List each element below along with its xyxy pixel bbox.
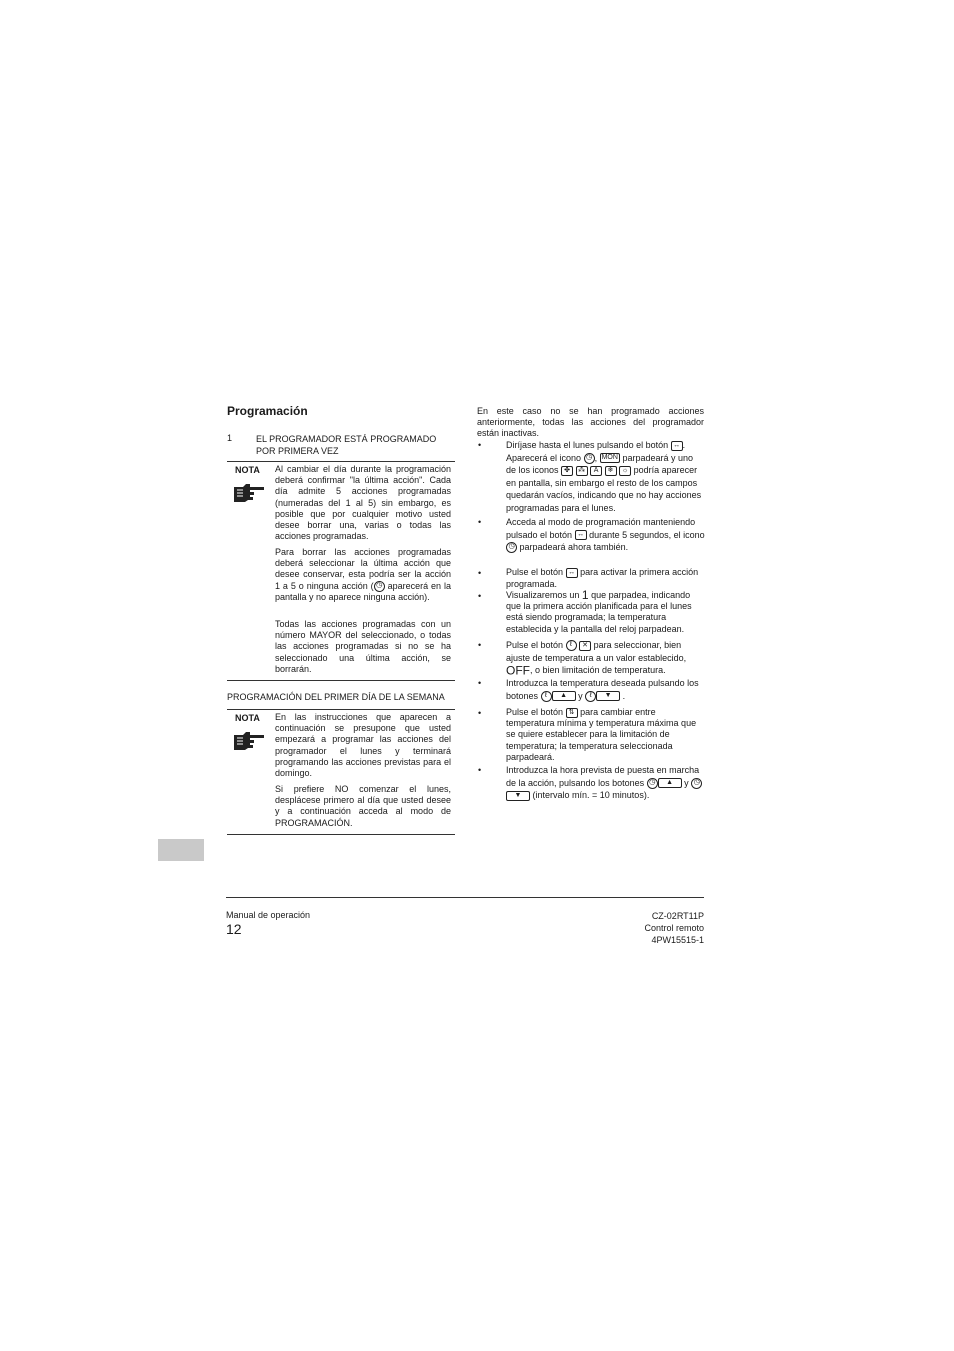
nota2-paragraph-1: En las instrucciones que aparecen a continuación se presupone que usted empezará a programar las acciones del programador el lunes y terminará programando las acciones previstas para el domingo. xyxy=(275,712,451,779)
step-3-text-a: Pulse el botón xyxy=(506,567,564,577)
heat-icon: ☼ xyxy=(619,466,631,476)
divider xyxy=(227,461,455,462)
step-3 xyxy=(506,567,705,590)
bullet: • xyxy=(478,678,482,688)
bullet: • xyxy=(478,591,482,601)
footer-manual-label: Manual de operación xyxy=(226,910,311,920)
down-button-icon: ▼ xyxy=(596,691,620,701)
pointing-hand-icon xyxy=(232,729,266,751)
step-2-text-b: durante 5 segundos, el icono xyxy=(589,529,705,540)
step-7 xyxy=(506,707,705,763)
step-7-text-a: Pulse el botón xyxy=(506,707,564,717)
nota1-p2-start: Para borrar las acciones programadas deberá seleccionar la última acción que desee conservar, esta podría ser la acción 1 a 5 o ninguna acción ( xyxy=(275,547,451,591)
step-5-text-a: Pulse el botón xyxy=(506,640,564,650)
off-text: OFF xyxy=(506,663,530,678)
clock-icon: ◷ xyxy=(506,542,517,553)
nota1-p2-end: aparecerá en la pantalla y no aparece ninguna acción). xyxy=(275,580,451,602)
nota-label: NOTA xyxy=(235,713,260,723)
step-8-text-a: Introduzca la hora prevista de puesta en marcha de la acción, pulsando los botones xyxy=(506,765,700,788)
step-1-text-d: parpadeará y uno de los iconos xyxy=(506,452,694,475)
page-number: 12 xyxy=(226,921,242,937)
nota-label: NOTA xyxy=(235,465,260,475)
step-6-end: . xyxy=(622,690,626,701)
heading-2: PROGRAMACIÓN DEL PRIMER DÍA DE LA SEMANA xyxy=(227,692,445,702)
step-1-text-c: , xyxy=(594,452,598,463)
clock-icon: ◷ xyxy=(691,778,702,789)
divider xyxy=(227,709,455,710)
step-6-text-a: Introduzca la temperatura deseada pulsando los botones xyxy=(506,678,699,701)
step-3-text-b: para activar la primera acción programada. xyxy=(506,567,699,589)
divider xyxy=(227,834,455,835)
dry-icon: ⁂ xyxy=(576,466,588,476)
step-5 xyxy=(506,639,705,677)
up-button-icon: ▲ xyxy=(658,778,682,788)
footer-model-block xyxy=(644,910,704,946)
bullet: • xyxy=(478,765,482,775)
step-2-text-a: Acceda al modo de programación manteniendo pulsado el botón xyxy=(506,517,696,540)
step-1 xyxy=(506,439,705,514)
nota1-paragraph-3: Todas las acciones programadas con un número MAYOR del seleccionado, o todas las acciones programadas si no se ha seleccionado una última acción, se borrarán. xyxy=(275,619,451,674)
heading-1-text: EL PROGRAMADOR ESTÁ PROGRAMADO POR PRIMERA VEZ xyxy=(256,434,437,456)
step-2-text-c: parpadeará ahora también. xyxy=(519,542,629,552)
step-6 xyxy=(506,677,705,702)
bullet: • xyxy=(478,517,482,527)
heading-1-number: 1 xyxy=(227,433,233,443)
step-6-and: y xyxy=(578,690,583,701)
nota1-paragraph-1: Al cambiar el día durante la programación deberá confirmar "la última acción". Cada día admite 5 acciones programadas (numeradas del 1 al 5) sin embargo, es posible que por cualquier motivo usted desee borrar una, varias o todas las acciones programadas. xyxy=(275,464,451,542)
step-5-text-c: , o bien limitación de temperatura. xyxy=(530,665,666,675)
step-5-text-b: para seleccionar, bien ajuste de temperatura a un valor establecido, xyxy=(506,640,687,663)
step-2 xyxy=(506,516,705,554)
bullet: • xyxy=(478,568,482,578)
day-button-icon: ↔ xyxy=(671,441,683,451)
step-4-text-a: Visualizaremos un xyxy=(506,590,580,600)
fan-icon: ✤ xyxy=(561,466,573,476)
step-4-text-b: que parpadea, indicando que la primera acción planificada para el lunes está siendo programada; la temperatura establecida y la pantalla del reloj parpadean. xyxy=(506,590,692,634)
step-7-text-b: para cambiar entre temperatura mínima y temperatura máxima que se quiere establecer para la limitación de temperatura; la temperatura seleccionada parpadeará. xyxy=(506,707,697,762)
day-button-icon: ↔ xyxy=(566,568,578,578)
down-button-icon: ▼ xyxy=(506,791,530,801)
temp-icon: ℓ xyxy=(541,691,552,702)
temp-button-icon: ℓ xyxy=(566,640,577,651)
mon-icon: MON xyxy=(601,454,618,462)
action-number: 1 xyxy=(581,588,589,603)
step-8-and: y xyxy=(684,777,689,788)
no-limit-icon: ✕ xyxy=(579,641,591,651)
pointing-hand-icon xyxy=(232,481,266,503)
bullet: • xyxy=(478,640,482,650)
document-code: 4PW15515-1 xyxy=(651,935,704,945)
product-name: Control remoto xyxy=(644,923,704,933)
step-1-text-b: . Aparecerá el icono xyxy=(506,440,686,463)
cool-icon: ❄ xyxy=(605,466,617,476)
day-button-icon: ↔ xyxy=(575,530,587,540)
nota1-paragraph-2 xyxy=(275,547,451,603)
up-button-icon: ▲ xyxy=(552,691,576,701)
intro-paragraph: En este caso no se han programado acciones anteriormente, todas las acciones del programador están inactivas. xyxy=(477,406,704,439)
bullet: • xyxy=(478,440,482,450)
divider xyxy=(227,680,455,681)
clock-icon: ◷ xyxy=(584,453,595,464)
footer-divider xyxy=(226,897,704,898)
clock-icon: ◷ xyxy=(374,581,385,592)
section-title: Programación xyxy=(227,404,308,418)
nota2-paragraph-2: Si prefiere NO comenzar el lunes, desplácese primero al día que usted desee y a continuación acceda al modo de PROGRAMACIÓN. xyxy=(275,784,451,828)
step-8-text-b: (intervalo mín. = 10 minutos). xyxy=(532,790,650,800)
step-8 xyxy=(506,764,705,802)
auto-icon: A xyxy=(590,466,602,476)
step-1-text-a: Diríjase hasta el lunes pulsando el botón xyxy=(506,440,669,450)
model-number: CZ-02RT11P xyxy=(651,911,704,921)
step-4 xyxy=(506,590,705,635)
min-max-button-icon: ⇅ xyxy=(566,708,578,718)
clock-icon: ◷ xyxy=(647,778,658,789)
bullet: • xyxy=(478,708,482,718)
step-1-text-e: podría aparecer en pantalla, sin embargo el resto de los campos quedarán vacíos, indicando que no hay acciones programadas para el lunes. xyxy=(506,465,702,513)
temp-icon: ℓ xyxy=(585,691,596,702)
language-tab-marker xyxy=(158,839,204,861)
